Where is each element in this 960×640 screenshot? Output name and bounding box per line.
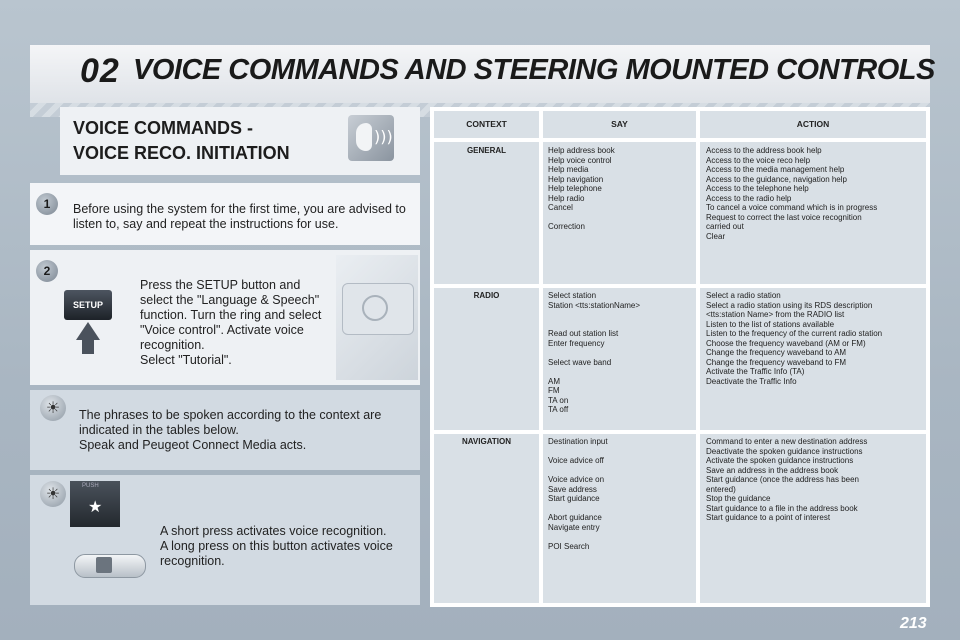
sound-waves-icon: ))) — [374, 127, 393, 146]
voice-recognition-icon — [348, 115, 394, 161]
action-radio: Select a radio station Select a radio station using its RDS description <tts:station Name> from the RADIO list Listen to the list of stations available Listen to the frequency of the current radio station Choose the frequency waveband (AM or FM) Change the frequency waveband to AM Change the frequency waveband to FM Activate the Traffic Info (TA) Deactivate the Traffic Info — [706, 291, 883, 386]
up-arrow-icon — [76, 322, 100, 340]
say-radio: Select station Station <tts:stationName> Read out station list Enter frequency Select wave band AM FM TA on TA off — [548, 291, 641, 414]
section-title-line2: VOICE RECO. INITIATION — [73, 143, 290, 163]
header-context: CONTEXT — [466, 119, 507, 129]
star-icon: ★ — [88, 499, 103, 516]
say-general: Help address book Help voice control Help media Help navigation Help telephone Help radio Cancel Correction — [548, 146, 615, 231]
action-general: Access to the address book help Access to the voice reco help Access to the media management help Access to the guidance, navigation help Access to the telephone help Access to the radio help To cancel a voice command which is in progress Request to correct the last voice recognition carried out Clear — [706, 146, 878, 241]
rotary-ring-knob — [362, 295, 388, 321]
voice-commands-table — [430, 107, 930, 607]
step-1-text: Before using the system for the first time, you are advised to listen to, say and repeat the instructions for use. — [73, 202, 406, 231]
voice-button-keypad-image — [70, 481, 120, 527]
tip-2-text: A short press activates voice recognition. A long press on this button activates voice recognition. — [160, 524, 393, 568]
page-number: 213 — [900, 615, 927, 632]
action-navigation: Command to enter a new destination address Deactivate the spoken guidance instructions Activate the spoken guidance instructions Save an address in the address book Start guidance (once the address has been entered) Stop the guidance Start guidance to a file in the address book Start guidance to a point of interest — [706, 437, 868, 522]
context-navigation: NAVIGATION — [461, 437, 512, 446]
table-cell — [434, 434, 539, 603]
step-1-badge: 1 — [36, 193, 58, 215]
up-arrow-stem — [82, 340, 94, 354]
tip-sun-icon: ☀ — [40, 395, 66, 421]
table-cell — [434, 142, 539, 284]
header-say: SAY — [611, 119, 628, 129]
context-general: GENERAL — [466, 146, 507, 155]
step-2-badge: 2 — [36, 260, 58, 282]
steering-stalk-illustration — [70, 536, 150, 596]
tip-sun-icon: ☀ — [40, 481, 66, 507]
stalk-end-button — [96, 557, 112, 573]
say-navigation: Destination input Voice advice off Voice advice on Save address Start guidance Abort guidance Navigate entry POI Search — [548, 437, 608, 551]
chapter-number: 02 — [80, 52, 120, 90]
table-cell — [434, 288, 539, 430]
context-radio: RADIO — [473, 291, 500, 300]
header-action: ACTION — [796, 119, 830, 129]
keypad-push-label: PUSH — [82, 483, 99, 489]
setup-button-image: SETUP — [64, 290, 112, 320]
section-title-line1: VOICE COMMANDS - — [73, 118, 253, 138]
page-title: VOICE COMMANDS AND STEERING MOUNTED CONTROLS — [133, 54, 935, 86]
step-2-text: Press the SETUP button and select the "Language & Speech" function. Turn the ring and select "Voice control". Activate voice recognition. Select "Tutorial". — [140, 278, 322, 367]
head-unit-illustration — [336, 255, 418, 380]
tip-1-text: The phrases to be spoken according to the context are indicated in the tables below. Speak and Peugeot Connect Media acts. — [79, 408, 382, 452]
speaker-head-shape — [356, 123, 372, 151]
